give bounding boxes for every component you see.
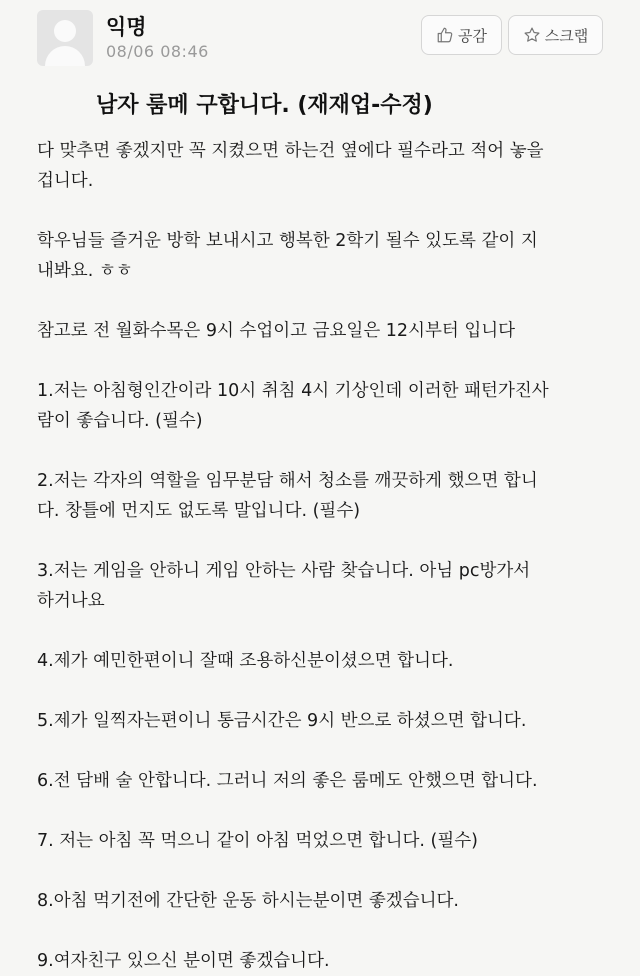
list-item-line: 람이 좋습니다. (필수) — [37, 411, 203, 431]
scrap-button[interactable] — [508, 15, 603, 55]
paragraph-gap — [37, 346, 612, 376]
body-line: 참고로 전 월화수목은 9시 수업이고 금요일은 12시부터 입니다 — [37, 321, 516, 341]
list-item-line: 2.저는 각자의 역할을 임무분담 해서 청소를 깨끗하게 했으면 합니 — [37, 471, 538, 491]
list-item-line: 4.제가 예민한편이니 잘때 조용하신분이셨으면 합니다. — [37, 651, 454, 671]
like-button[interactable] — [421, 15, 502, 55]
paragraph-gap — [37, 796, 612, 826]
paragraph-gap — [37, 856, 612, 886]
paragraph-gap — [37, 286, 612, 316]
like-label: 공감 — [458, 26, 487, 45]
scrap-label: 스크랩 — [544, 26, 589, 45]
star-icon — [523, 26, 541, 44]
body-line: 겁니다. — [37, 171, 94, 191]
body-line: 다 맞추면 좋겠지만 꼭 지켰으면 하는건 옆에다 필수라고 적어 놓을 — [37, 141, 544, 161]
paragraph-gap — [37, 736, 612, 766]
post-body — [37, 136, 612, 976]
list-item-line: 7. 저는 아침 꼭 먹으니 같이 아침 먹었으면 합니다. (필수) — [37, 831, 478, 851]
post-time: 08/06 08:46 — [106, 42, 209, 61]
paragraph-gap — [37, 196, 612, 226]
paragraph-gap — [37, 916, 612, 946]
thumbs-up-icon — [436, 26, 454, 44]
list-item-line: 6.전 담배 술 안합니다. 그러니 저의 좋은 룸메도 안했으면 합니다. — [37, 771, 538, 791]
author-name: 익명 — [106, 15, 147, 39]
body-line: 학우님들 즐거운 방학 보내시고 행복한 2학기 될수 있도록 같이 지 — [37, 231, 538, 251]
list-item-line: 8.아침 먹기전에 간단한 운동 하시는분이면 좋겠습니다. — [37, 891, 459, 911]
list-item-line: 9.여자친구 있으신 분이면 좋겠습니다. — [37, 951, 330, 971]
list-item-line: 하거나요 — [37, 591, 105, 611]
list-item-line: 3.저는 게임을 안하니 게임 안하는 사람 찾습니다. 아님 pc방가서 — [37, 561, 531, 581]
post-title: 남자 룸메 구합니다. (재재업-수정) — [96, 93, 433, 118]
paragraph-gap — [37, 526, 612, 556]
paragraph-gap — [37, 676, 612, 706]
paragraph-gap — [37, 616, 612, 646]
paragraph-gap — [37, 436, 612, 466]
avatar — [37, 10, 93, 66]
body-line: 내봐요. ㅎㅎ — [37, 261, 133, 281]
post-header — [0, 0, 640, 80]
list-item-line: 5.제가 일찍자는편이니 통금시간은 9시 반으로 하셨으면 합니다. — [37, 711, 527, 731]
avatar-body-shape — [45, 46, 85, 66]
list-item-line: 1.저는 아침형인간이라 10시 취침 4시 기상인데 이러한 패턴가진사 — [37, 381, 549, 401]
avatar-head-shape — [54, 20, 76, 42]
list-item-line: 다. 창틀에 먼지도 없도록 말입니다. (필수) — [37, 501, 361, 521]
